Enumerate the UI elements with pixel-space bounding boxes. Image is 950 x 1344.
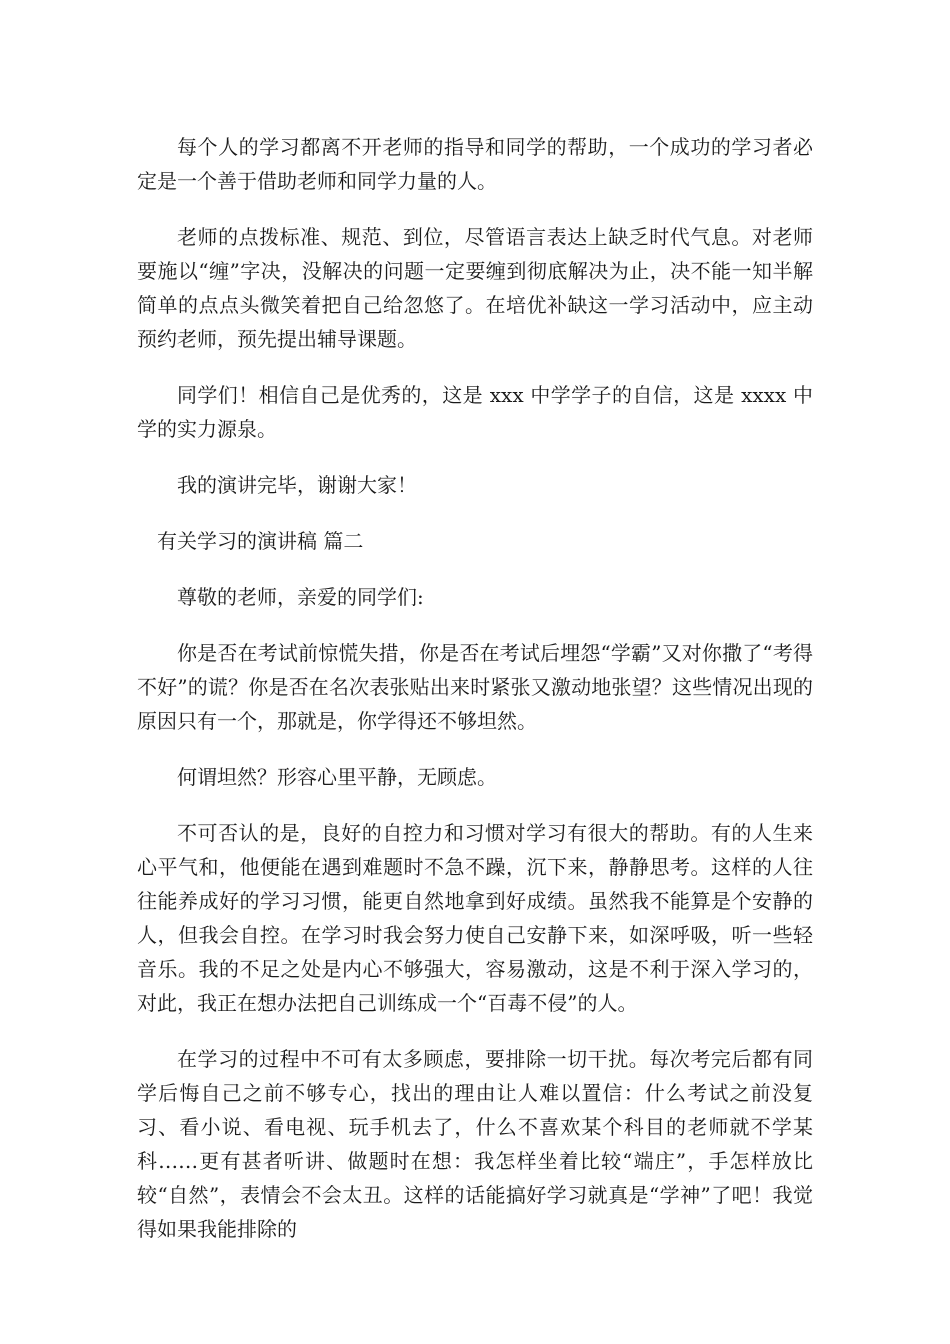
paragraph-5: 你是否在考试前惊慌失措，你是否在考试后埋怨“学霸”又对你撒了“考得不好”的谎？你是否在名次表张贴出来时紧张又激动地张望？这些情况出现的原因只有一个，那就是，你学得还不够坦然。	[137, 641, 813, 733]
paragraph-2: 老师的点拨标准、规范、到位，尽管语言表达上缺乏时代气息。对老师要施以“缠”字决，没解决的问题一定要缠到彻底解决为止，决不能一知半解简单的点点头微笑着把自己给忽悠了。在培优补缺这一学习活动中，应主动预约老师，预先提出辅导课题。	[137, 225, 813, 351]
document-body	[137, 130, 813, 1268]
salutation: 尊敬的老师，亲爱的同学们:	[177, 585, 424, 609]
section-heading: 有关学习的演讲稿 篇二	[157, 529, 364, 553]
paragraph-3: 同学们！相信自己是优秀的，这是 xxx 中学学子的自信，这是 xxxx 中学的实力源泉。	[137, 383, 813, 441]
paragraph-7: 不可否认的是，良好的自控力和习惯对学习有很大的帮助。有的人生来心平气和，他便能在遇到难题时不急不躁，沉下来，静静思考。这样的人往往能养成好的学习习惯，能更自然地拿到好成绩。虽然我不能算是个安静的人，但我会自控。在学习时我会努力使自己安静下来，如深呼吸，听一些轻音乐。我的不足之处是内心不够强大，容易激动，这是不利于深入学习的，对此，我正在想办法把自己训练成一个“百毒不侵”的人。	[137, 821, 813, 1015]
paragraph-8: 在学习的过程中不可有太多顾虑，要排除一切干扰。每次考完后都有同学后悔自己之前不够专心，找出的理由让人难以置信：什么考试之前没复习、看小说、看电视、玩手机去了，什么不喜欢某个科目的老师就不学某科……更有甚者听讲、做题时在想：我怎样坐着比较“端庄”，手怎样放比较“自然”，表情会不会太丑。这样的话能搞好学习就真是“学神”了吧！我觉得如果我能排除的	[137, 1047, 813, 1241]
paragraph-1: 每个人的学习都离不开老师的指导和同学的帮助，一个成功的学习者必定是一个善于借助老师和同学力量的人。	[137, 135, 813, 193]
paragraph-6: 何谓坦然？形容心里平静，无顾虑。	[177, 765, 497, 789]
paragraph-4: 我的演讲完毕，谢谢大家！	[177, 473, 417, 497]
